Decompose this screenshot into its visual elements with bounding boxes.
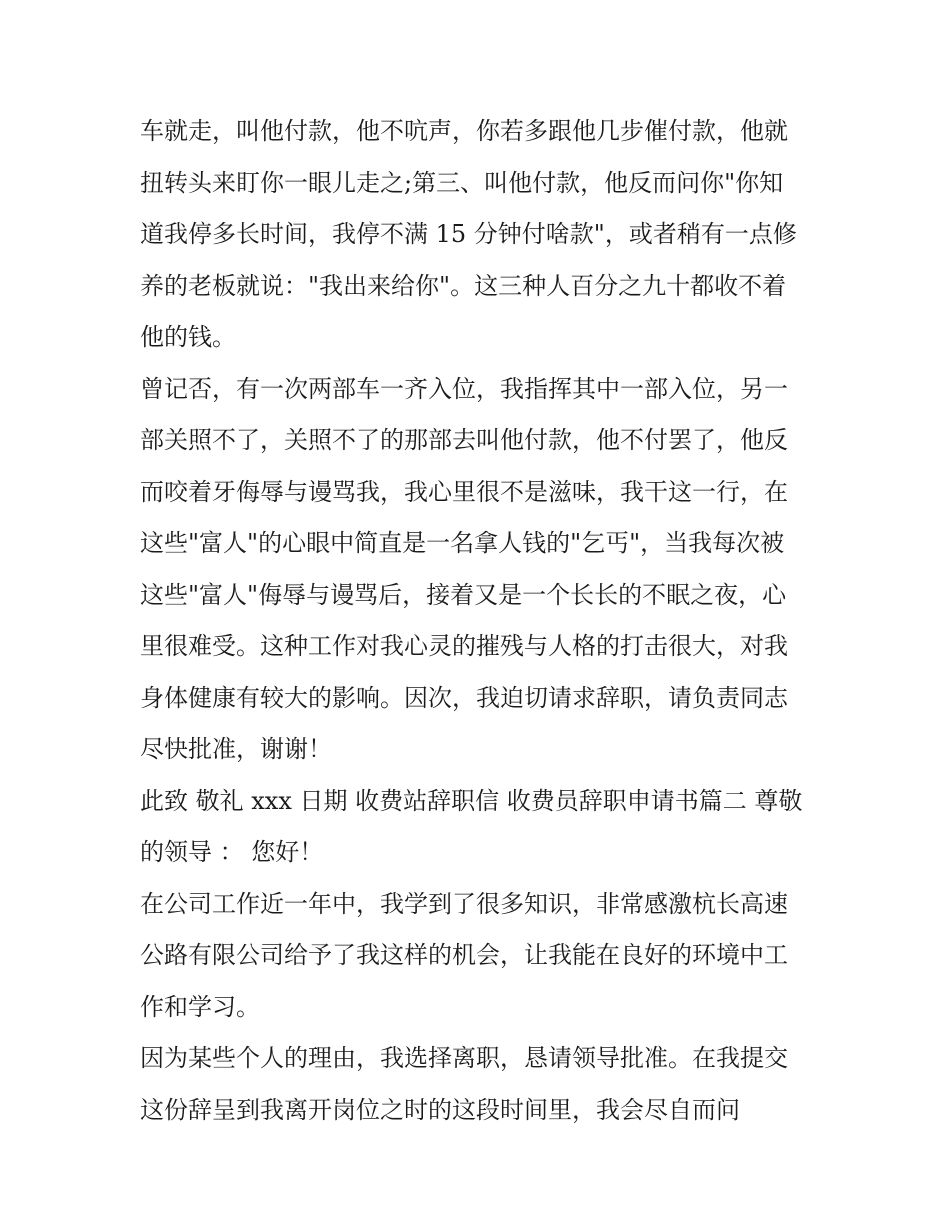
- text-line: 里很难受。这种工作对我心灵的摧残与人格的打击很大，对我: [140, 632, 788, 660]
- text-line: 尽快批准，谢谢！: [140, 735, 332, 763]
- text-line: 此致 敬礼 xxx 日期 收费站辞职信 收费员辞职申请书篇二 尊敬: [140, 786, 803, 815]
- document-body: [140, 106, 820, 1136]
- text-line: 这些"富人"的心眼中简直是一名拿人钱的"乞丐"，当我每次被: [140, 529, 785, 557]
- text-line: 公路有限公司给予了我这样的机会，让我能在良好的环境中工: [140, 941, 788, 969]
- text-line: 在公司工作近一年中，我学到了很多知识，非常感激杭长高速: [140, 889, 788, 918]
- text-line: 曾记否，有一次两部车一齐入位，我指挥其中一部入位，另一: [140, 374, 788, 403]
- text-line: 这些"富人"侮辱与谩骂后，接着又是一个长长的不眠之夜，心: [140, 580, 787, 609]
- text-line: 这份辞呈到我离开岗位之时的这段时间里，我会尽自而问: [140, 1095, 740, 1124]
- text-line: 而咬着牙侮辱与谩骂我，我心里很不是滋味，我干这一行，在: [140, 477, 788, 506]
- text-line: 车就走，叫他付款，他不吭声，你若多跟他几步催付款，他就: [140, 117, 788, 145]
- text-line: 身体健康有较大的影响。因次，我迫切请求辞职，请负责同志: [140, 683, 788, 712]
- text-line: 他的钱。: [140, 323, 236, 351]
- text-line: 作和学习。: [140, 992, 260, 1021]
- text-line: 养的老板就说："我出来给你"。这三种人百分之九十都收不着: [140, 271, 787, 300]
- text-line: 因为某些个人的理由，我选择离职，恳请领导批准。在我提交: [140, 1044, 788, 1072]
- text-line: 的领导 ： 您好！: [140, 838, 324, 866]
- text-line: 道我停多长时间，我停不满 15 分钟付啥款"，或者稍有一点修: [140, 220, 797, 248]
- text-line: 扭转头来盯你一眼儿走之;第三、叫他付款，他反而问你"你知: [140, 168, 784, 197]
- text-line: 部关照不了，关照不了的那部去叫他付款，他不付罢了，他反: [140, 426, 788, 454]
